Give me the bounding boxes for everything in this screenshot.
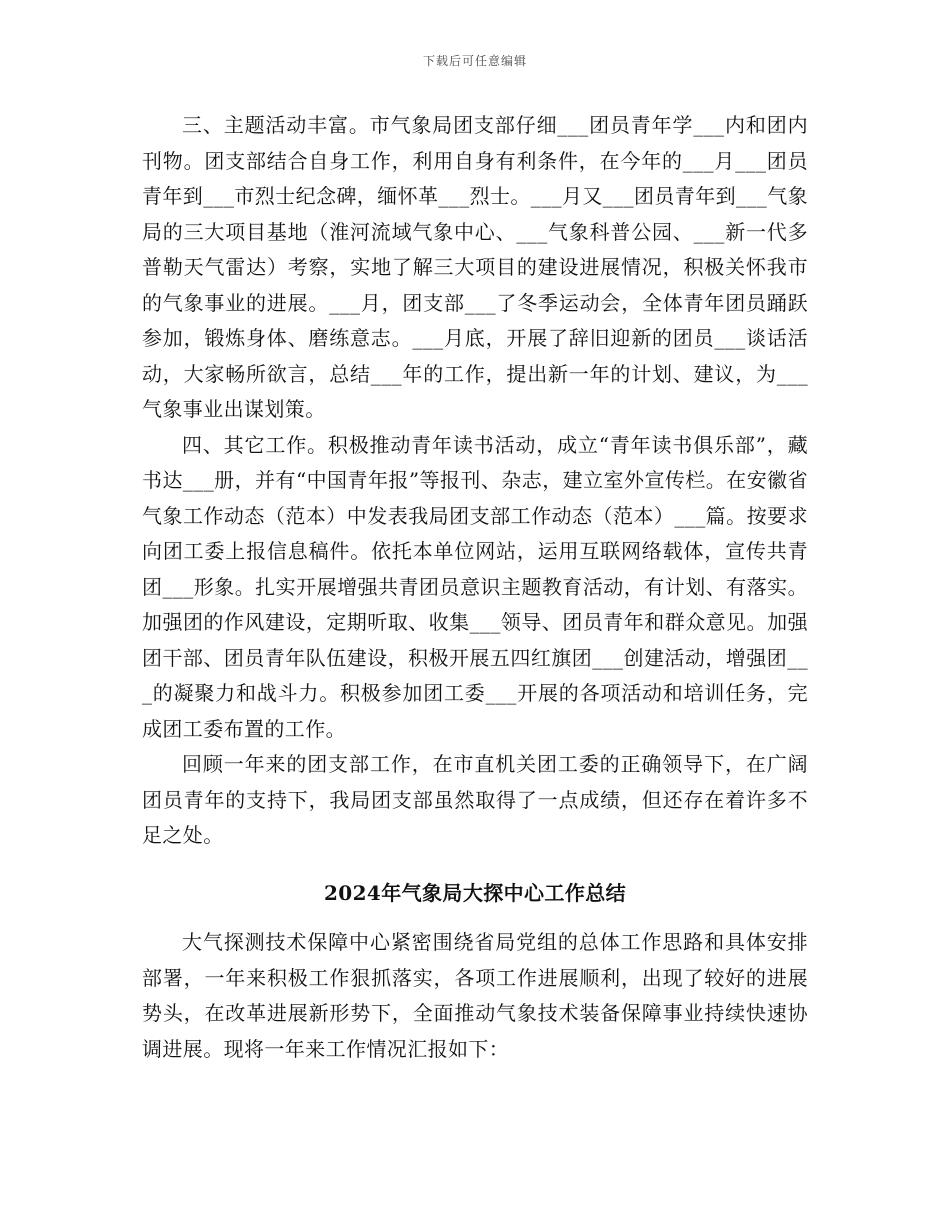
paragraph-other-work: 四、其它工作。积极推动青年读书活动，成立“青年读书俱乐部”，藏书达___册，并有“中国青年报”等报刊、杂志，建立室外宣传栏。在安徽省气象工作动态（范本）中发表我局团支部工作动态（范本）___篇。按要求向团工委上报信息稿件。依托本单位网站，运用互联网络载体，宣传共青团___形象。扎实开展增强共青团员意识主题教育活动，有计划、有落实。加强团的作风建设，定期听取、收集___领导、团员青年和群众意见。加强团干部、团员青年队伍建设，积极开展五四红旗团___创建活动，增强团___的凝聚力和战斗力。积极参加团工委___开展的各项活动和培训任务，完成团工委布置的工作。	[142, 432, 808, 741]
page-header-note: 下载后可任意编辑	[422, 54, 527, 68]
document-body	[142, 108, 808, 1067]
paragraph-theme-activities: 三、主题活动丰富。市气象局团支部仔细___团员青年学___内和团内刊物。团支部结合自身工作，利用自身有利条件，在今年的___月___团员青年到___市烈士纪念碑，缅怀革___烈士。___月又___团员青年到___气象局的三大项目基地（淮河流域气象中心、___气象科普公园、___新一代多普勒天气雷达）考察，实地了解三大项目的建设进展情况，积极关怀我市的气象事业的进展。___月，团支部___了冬季运动会，全体青年团员踊跃参加，锻炼身体、磨练意志。___月底，开展了辞旧迎新的团员___谈话活动，大家畅所欲言，总结___年的工作，提出新一年的计划、建议，为___气象事业出谋划策。	[142, 113, 808, 421]
paragraph-review: 回顾一年来的团支部工作，在市直机关团工委的正确领导下，在广阔团员青年的支持下，我局团支部虽然取得了一点成绩，但还存在着许多不足之处。	[142, 752, 808, 847]
section-title: 2024年气象局大探中心工作总结	[323, 880, 627, 905]
section-intro-paragraph: 大气探测技术保障中心紧密围绕省局党组的总体工作思路和具体安排部署，一年来积极工作狠抓落实，各项工作进展顺利，出现了较好的进展势头，在改革进展新形势下，全面推动气象技术装备保障事业持续快速协调进展。现将一年来工作情况汇报如下：	[142, 930, 808, 1061]
